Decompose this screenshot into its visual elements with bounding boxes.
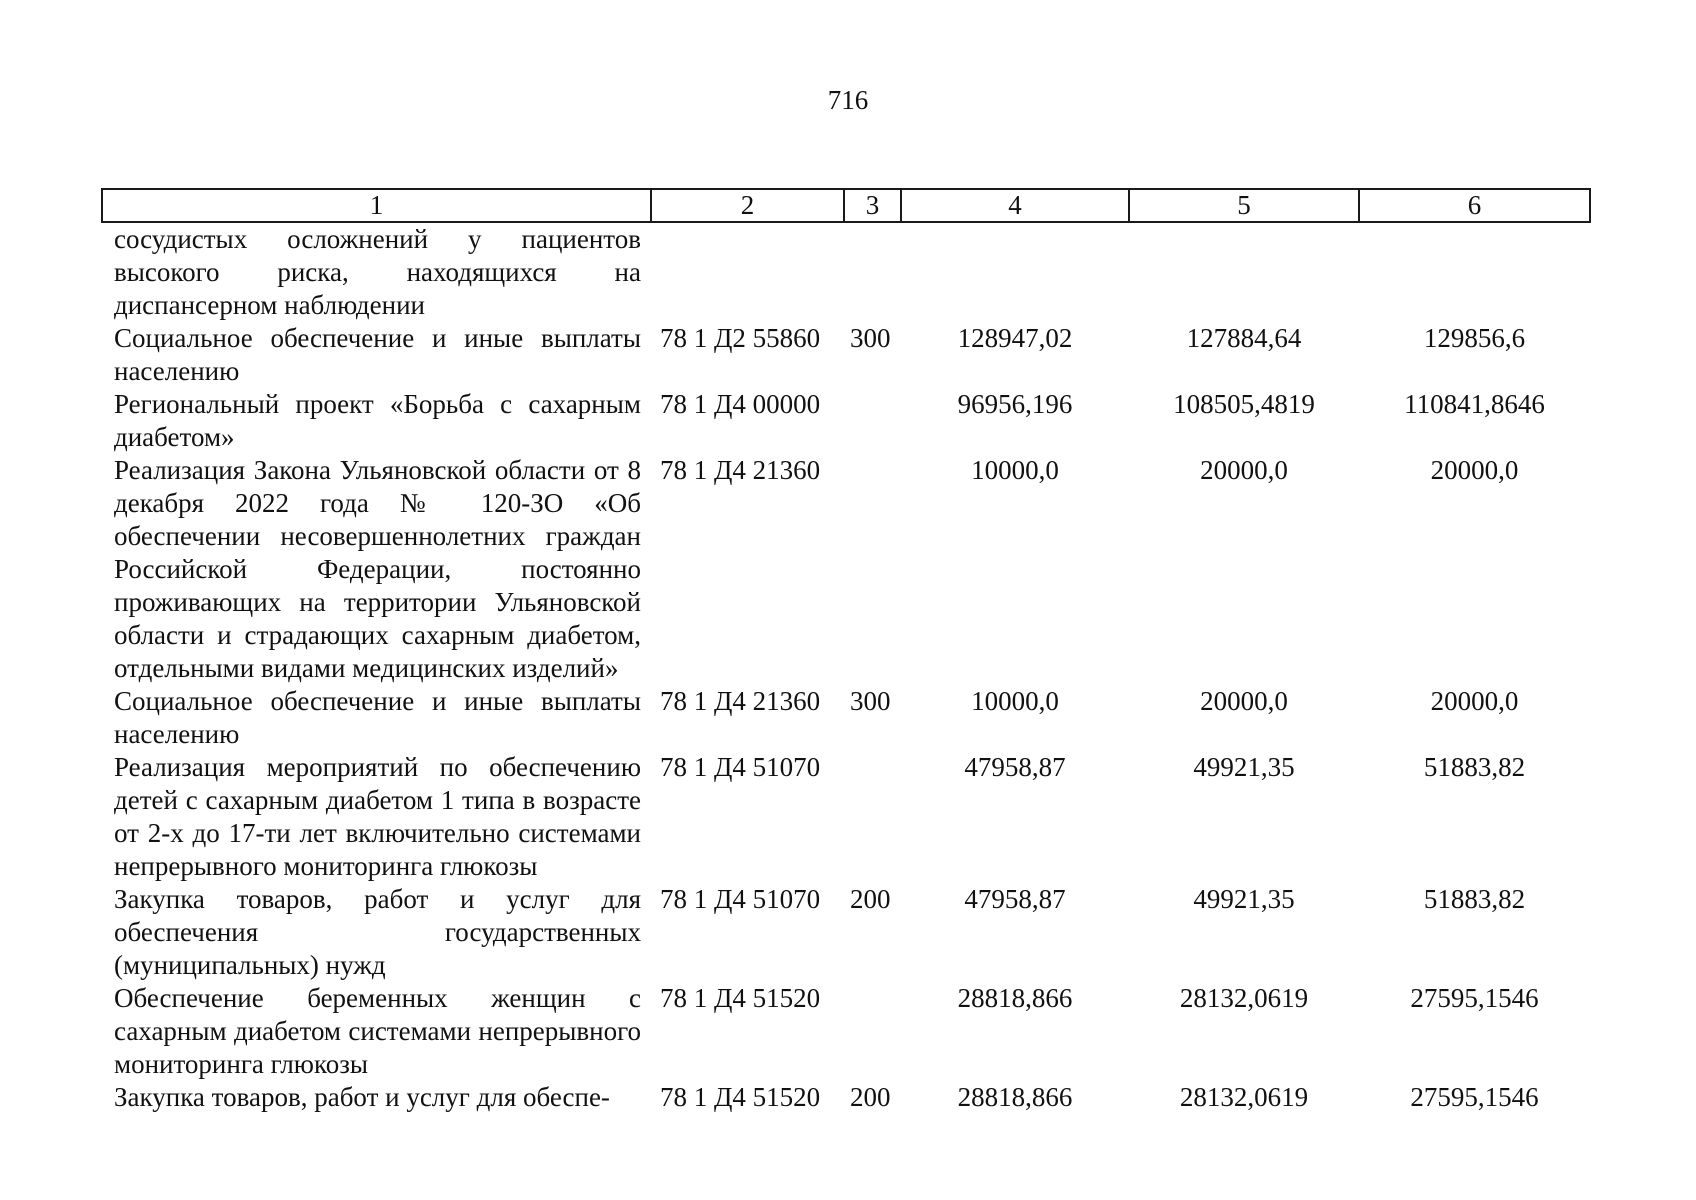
row-expense-type: 200 — [850, 884, 891, 914]
header-row — [102, 189, 1590, 222]
row-expense-type — [844, 751, 901, 883]
row-value-5: 49921,35 — [1193, 752, 1295, 782]
row-value-5: 49921,35 — [1193, 884, 1295, 914]
table-row — [102, 454, 1590, 685]
row-value-5: 108505,4819 — [1173, 389, 1315, 419]
row-name: Обеспечение беременных женщин с сахарным диабетом системами непрерывного мониторинга глюкозы — [114, 983, 641, 1079]
row-value-4: 47958,87 — [964, 752, 1066, 782]
row-value-6: 27595,1546 — [1410, 1082, 1539, 1112]
header-cell-5: 5 — [1129, 189, 1359, 222]
row-value-5 — [1129, 222, 1359, 322]
header-cell-3: 3 — [844, 189, 901, 222]
header-cell-2: 2 — [651, 189, 844, 222]
row-value-4: 128947,02 — [957, 323, 1073, 353]
row-value-5: 127884,64 — [1186, 323, 1302, 353]
row-value-4: 10000,0 — [971, 686, 1059, 716]
row-value-6: 20000,0 — [1430, 686, 1519, 716]
table-row — [102, 1081, 1590, 1114]
row-value-4: 96956,196 — [957, 389, 1073, 419]
row-value-6: 110841,8646 — [1404, 389, 1545, 419]
row-value-4 — [901, 222, 1129, 322]
row-value-6 — [1359, 222, 1590, 322]
row-name: сосудистых осложнений у пациентов высокого риска, находящихся на диспансерном наблюдении — [114, 224, 641, 320]
row-value-4: 47958,87 — [964, 884, 1066, 914]
row-value-5: 20000,0 — [1200, 686, 1288, 716]
row-code: 78 1 Д4 21360 — [660, 686, 821, 716]
row-value-6: 27595,1546 — [1410, 983, 1539, 1013]
table-row — [102, 388, 1590, 454]
row-name: Закупка товаров, работ и услуг для обеспечения государственных (муниципальных) нужд — [114, 884, 641, 980]
page-number: 716 — [827, 85, 869, 115]
row-code: 78 1 Д2 55860 — [660, 323, 821, 353]
row-expense-type: 200 — [850, 1082, 891, 1112]
header-cell-4: 4 — [901, 189, 1129, 222]
row-expense-type — [844, 222, 901, 322]
row-code: 78 1 Д4 51520 — [660, 983, 821, 1013]
row-expense-type — [844, 982, 901, 1081]
row-name: Региональный проект «Борьба с сахарным диабетом» — [114, 389, 641, 452]
table-row — [102, 685, 1590, 751]
row-code: 78 1 Д4 51520 — [660, 1082, 821, 1112]
row-code — [651, 222, 844, 322]
row-code: 78 1 Д4 21360 — [660, 455, 821, 485]
table-body — [102, 222, 1590, 1114]
row-value-5: 28132,0619 — [1179, 1082, 1309, 1112]
table-row — [102, 883, 1590, 982]
table-row — [102, 982, 1590, 1081]
row-expense-type: 300 — [850, 686, 891, 716]
row-code: 78 1 Д4 51070 — [660, 884, 821, 914]
row-name: Закупка товаров, работ и услуг для обеспе- — [114, 1082, 610, 1112]
row-value-5: 20000,0 — [1200, 455, 1288, 485]
row-code: 78 1 Д4 00000 — [660, 389, 821, 419]
table-row — [102, 322, 1590, 388]
budget-table — [101, 188, 1591, 1114]
table-row — [102, 751, 1590, 883]
row-name: Реализация мероприятий по обеспечению детей с сахарным диабетом 1 типа в возрасте от 2-х до 17-ти лет включительно системами непрерывного мониторинга глюкозы — [114, 752, 641, 881]
header-cell-6: 6 — [1359, 189, 1590, 222]
row-value-6: 129856,6 — [1423, 323, 1526, 353]
row-value-4: 10000,0 — [971, 455, 1059, 485]
row-value-6: 51883,82 — [1423, 884, 1526, 914]
header-cell-1: 1 — [102, 189, 651, 222]
row-value-4: 28818,866 — [957, 983, 1073, 1013]
row-value-4: 28818,866 — [957, 1082, 1073, 1112]
row-expense-type — [844, 388, 901, 454]
row-code: 78 1 Д4 51070 — [660, 752, 821, 782]
row-name: Социальное обеспечение и иные выплаты населению — [114, 323, 641, 386]
row-name: Социальное обеспечение и иные выплаты населению — [114, 686, 641, 749]
row-value-5: 28132,0619 — [1179, 983, 1309, 1013]
row-expense-type: 300 — [850, 323, 891, 353]
row-name: Реализация Закона Ульяновской области от 8 декабря 2022 года № 120-ЗО «Об обеспечении несовершеннолетних граждан Российской Федерации, постоянно проживающих на территории Ульяновской области и страдающих сахарным диабетом, отдельными видами медицинских изделий» — [114, 455, 641, 683]
row-value-6: 51883,82 — [1423, 752, 1526, 782]
table-header — [102, 189, 1590, 222]
row-expense-type — [844, 454, 901, 685]
row-value-6: 20000,0 — [1430, 455, 1519, 485]
table-row — [102, 222, 1590, 322]
